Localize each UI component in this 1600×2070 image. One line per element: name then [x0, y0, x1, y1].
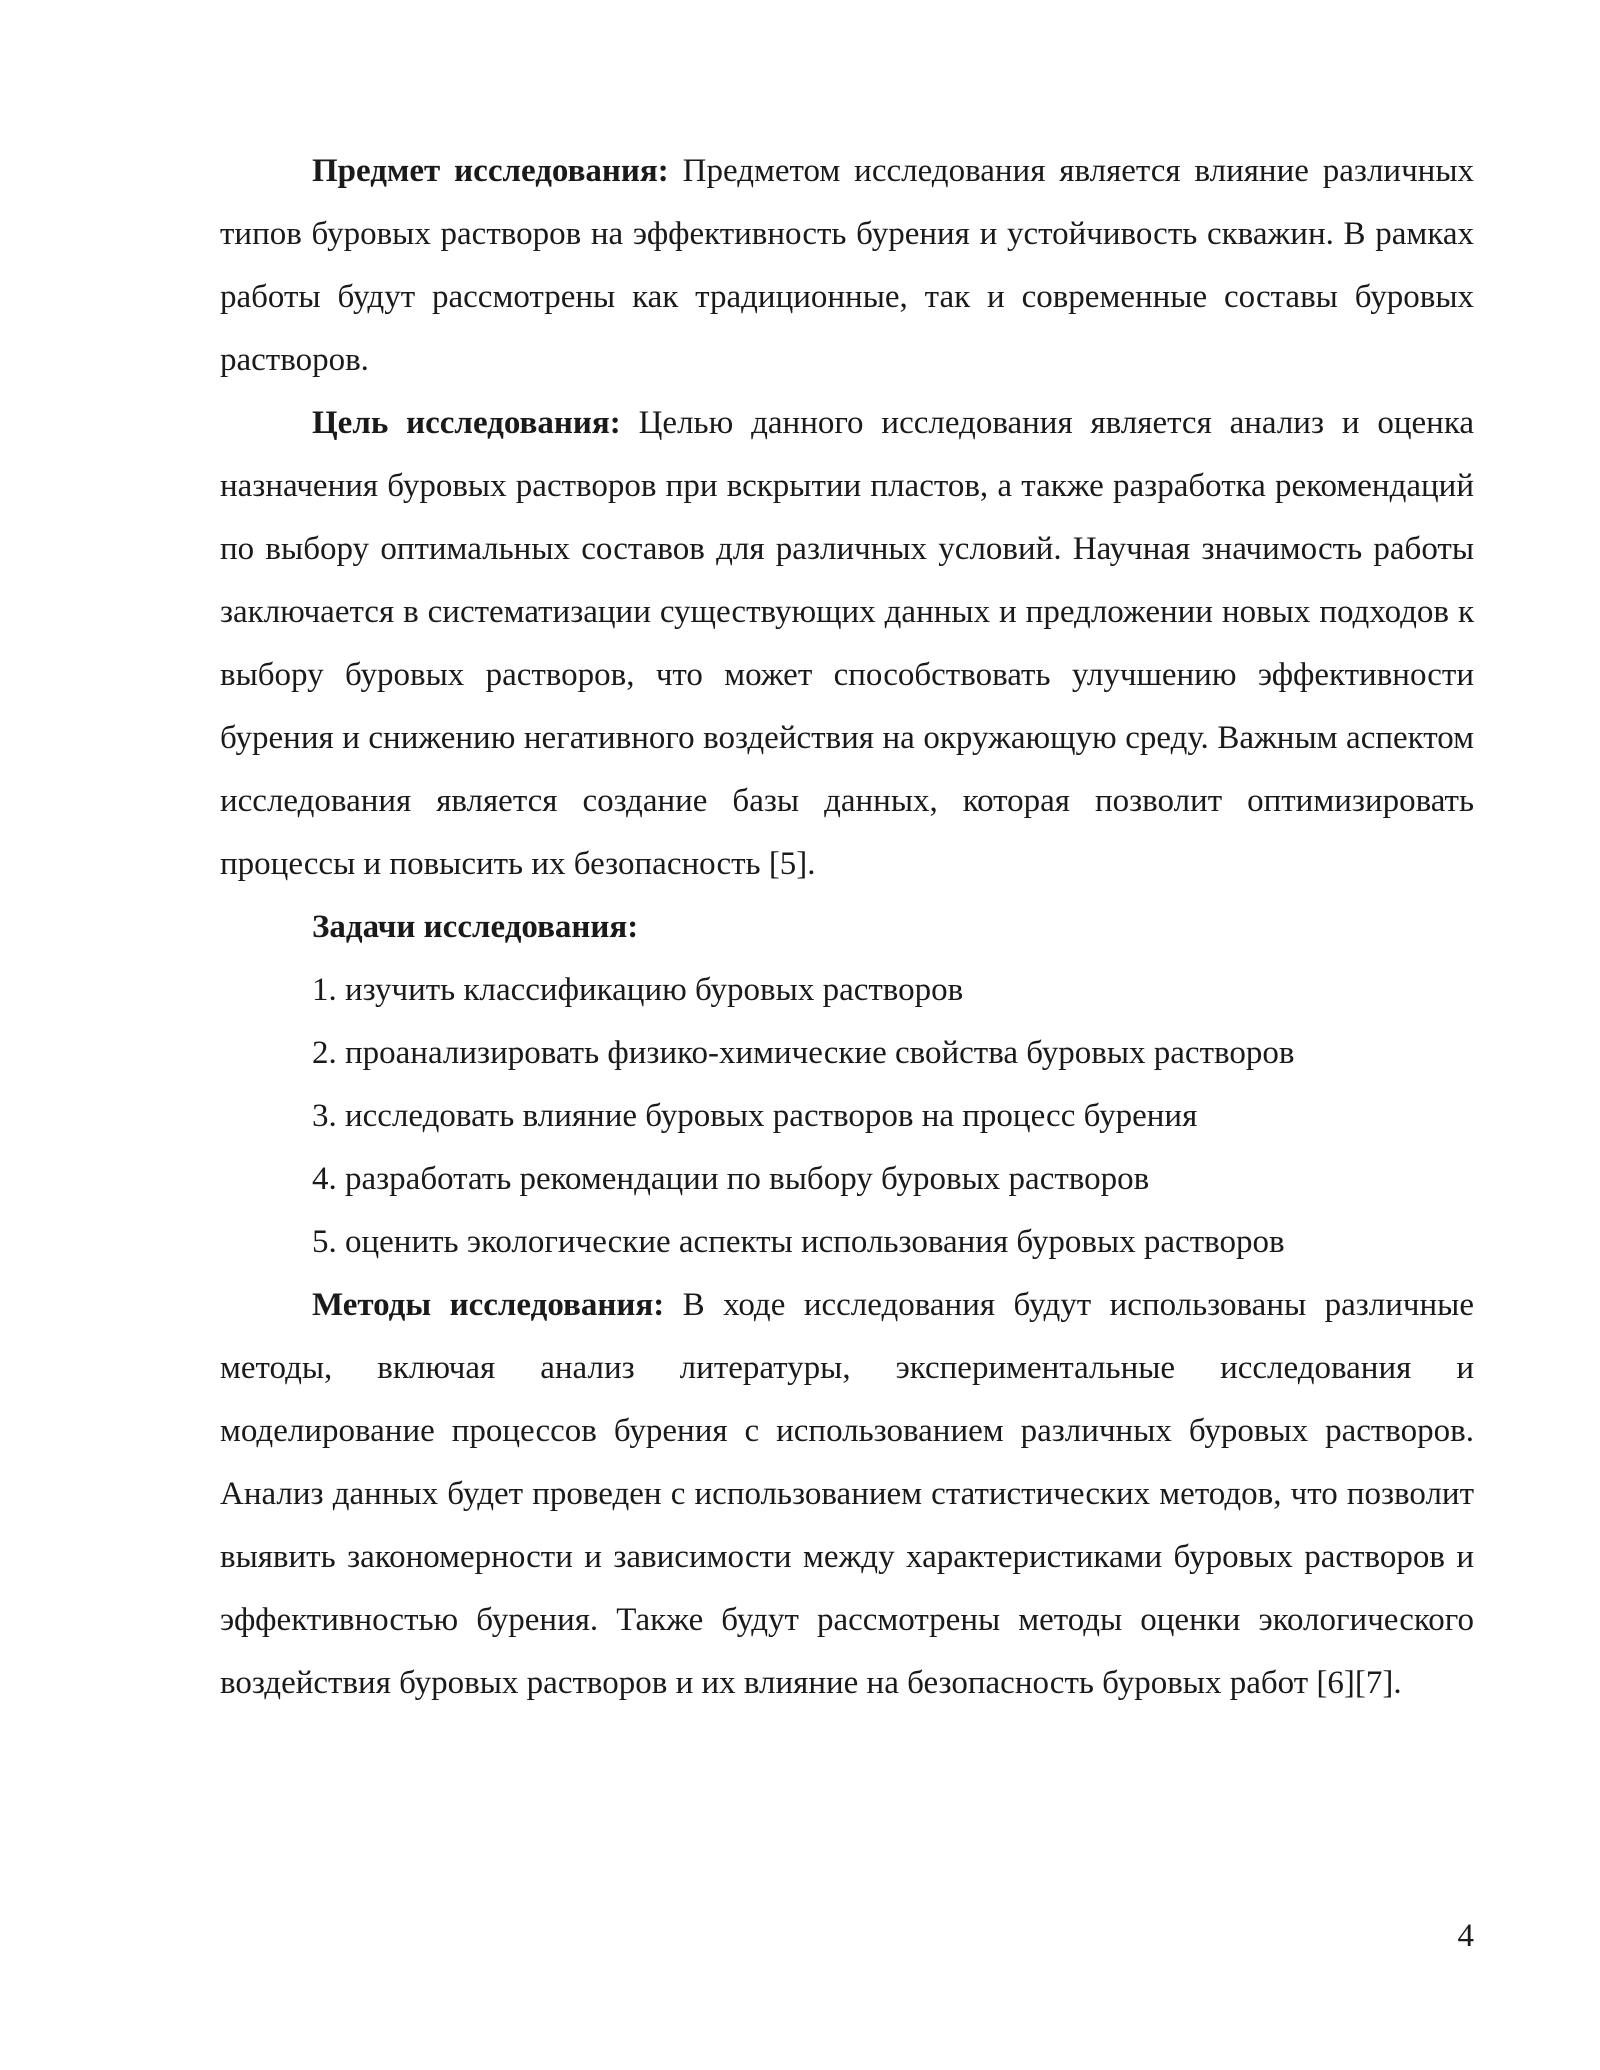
subject-text: Предметом исследования является влияние различных типов буровых растворов на эффективность бурения и устойчивость скважин. В рамках работы будут рассмотрены как традиционные, так и современные составы буровых растворов.	[220, 153, 1475, 378]
task-item: 5. оценить экологические аспекты использования буровых растворов	[312, 1224, 1285, 1260]
subject-paragraph	[220, 140, 1474, 392]
methods-paragraph	[220, 1274, 1474, 1715]
methods-label: Методы исследования:	[312, 1287, 665, 1323]
task-item: 1. изучить классификацию буровых растворов	[312, 972, 964, 1008]
task-item: 2. проанализировать физико-химические свойства буровых растворов	[312, 1035, 1295, 1071]
tasks-heading: Задачи исследования:	[312, 909, 639, 945]
subject-label: Предмет исследования:	[312, 153, 669, 189]
methods-text: В ходе исследования будут использованы различные методы, включая анализ литературы, экспериментальные исследования и моделирование процессов бурения с использованием различных буровых растворов. Анализ данных будет проведен с использованием статистических методов, что позволит выявить закономерности и зависимости между характеристиками буровых растворов и эффективностью бурения. Также будут рассмотрены методы оценки экологического воздействия буровых растворов и их влияние на безопасность буровых работ [6][7].	[220, 1287, 1474, 1701]
document-page	[220, 140, 1474, 1715]
page-number: 4	[1457, 1918, 1474, 1954]
goal-label: Цель исследования:	[312, 405, 621, 441]
task-item: 4. разработать рекомендации по выбору буровых растворов	[312, 1161, 1150, 1197]
task-item: 3. исследовать влияние буровых растворов на процесс бурения	[312, 1098, 1198, 1134]
goal-paragraph	[220, 392, 1474, 896]
goal-text: Целью данного исследования является анализ и оценка назначения буровых растворов при вскрытии пластов, а также разработка рекомендаций по выбору оптимальных составов для различных условий. Научная значимость работы заключается в систематизации существующих данных и предложении новых подходов к выбору буровых растворов, что может способствовать улучшению эффективности бурения и снижению негативного воздействия на окружающую среду. Важным аспектом исследования является создание базы данных, которая позволит оптимизировать процессы и повысить их безопасность [5].	[220, 405, 1474, 882]
